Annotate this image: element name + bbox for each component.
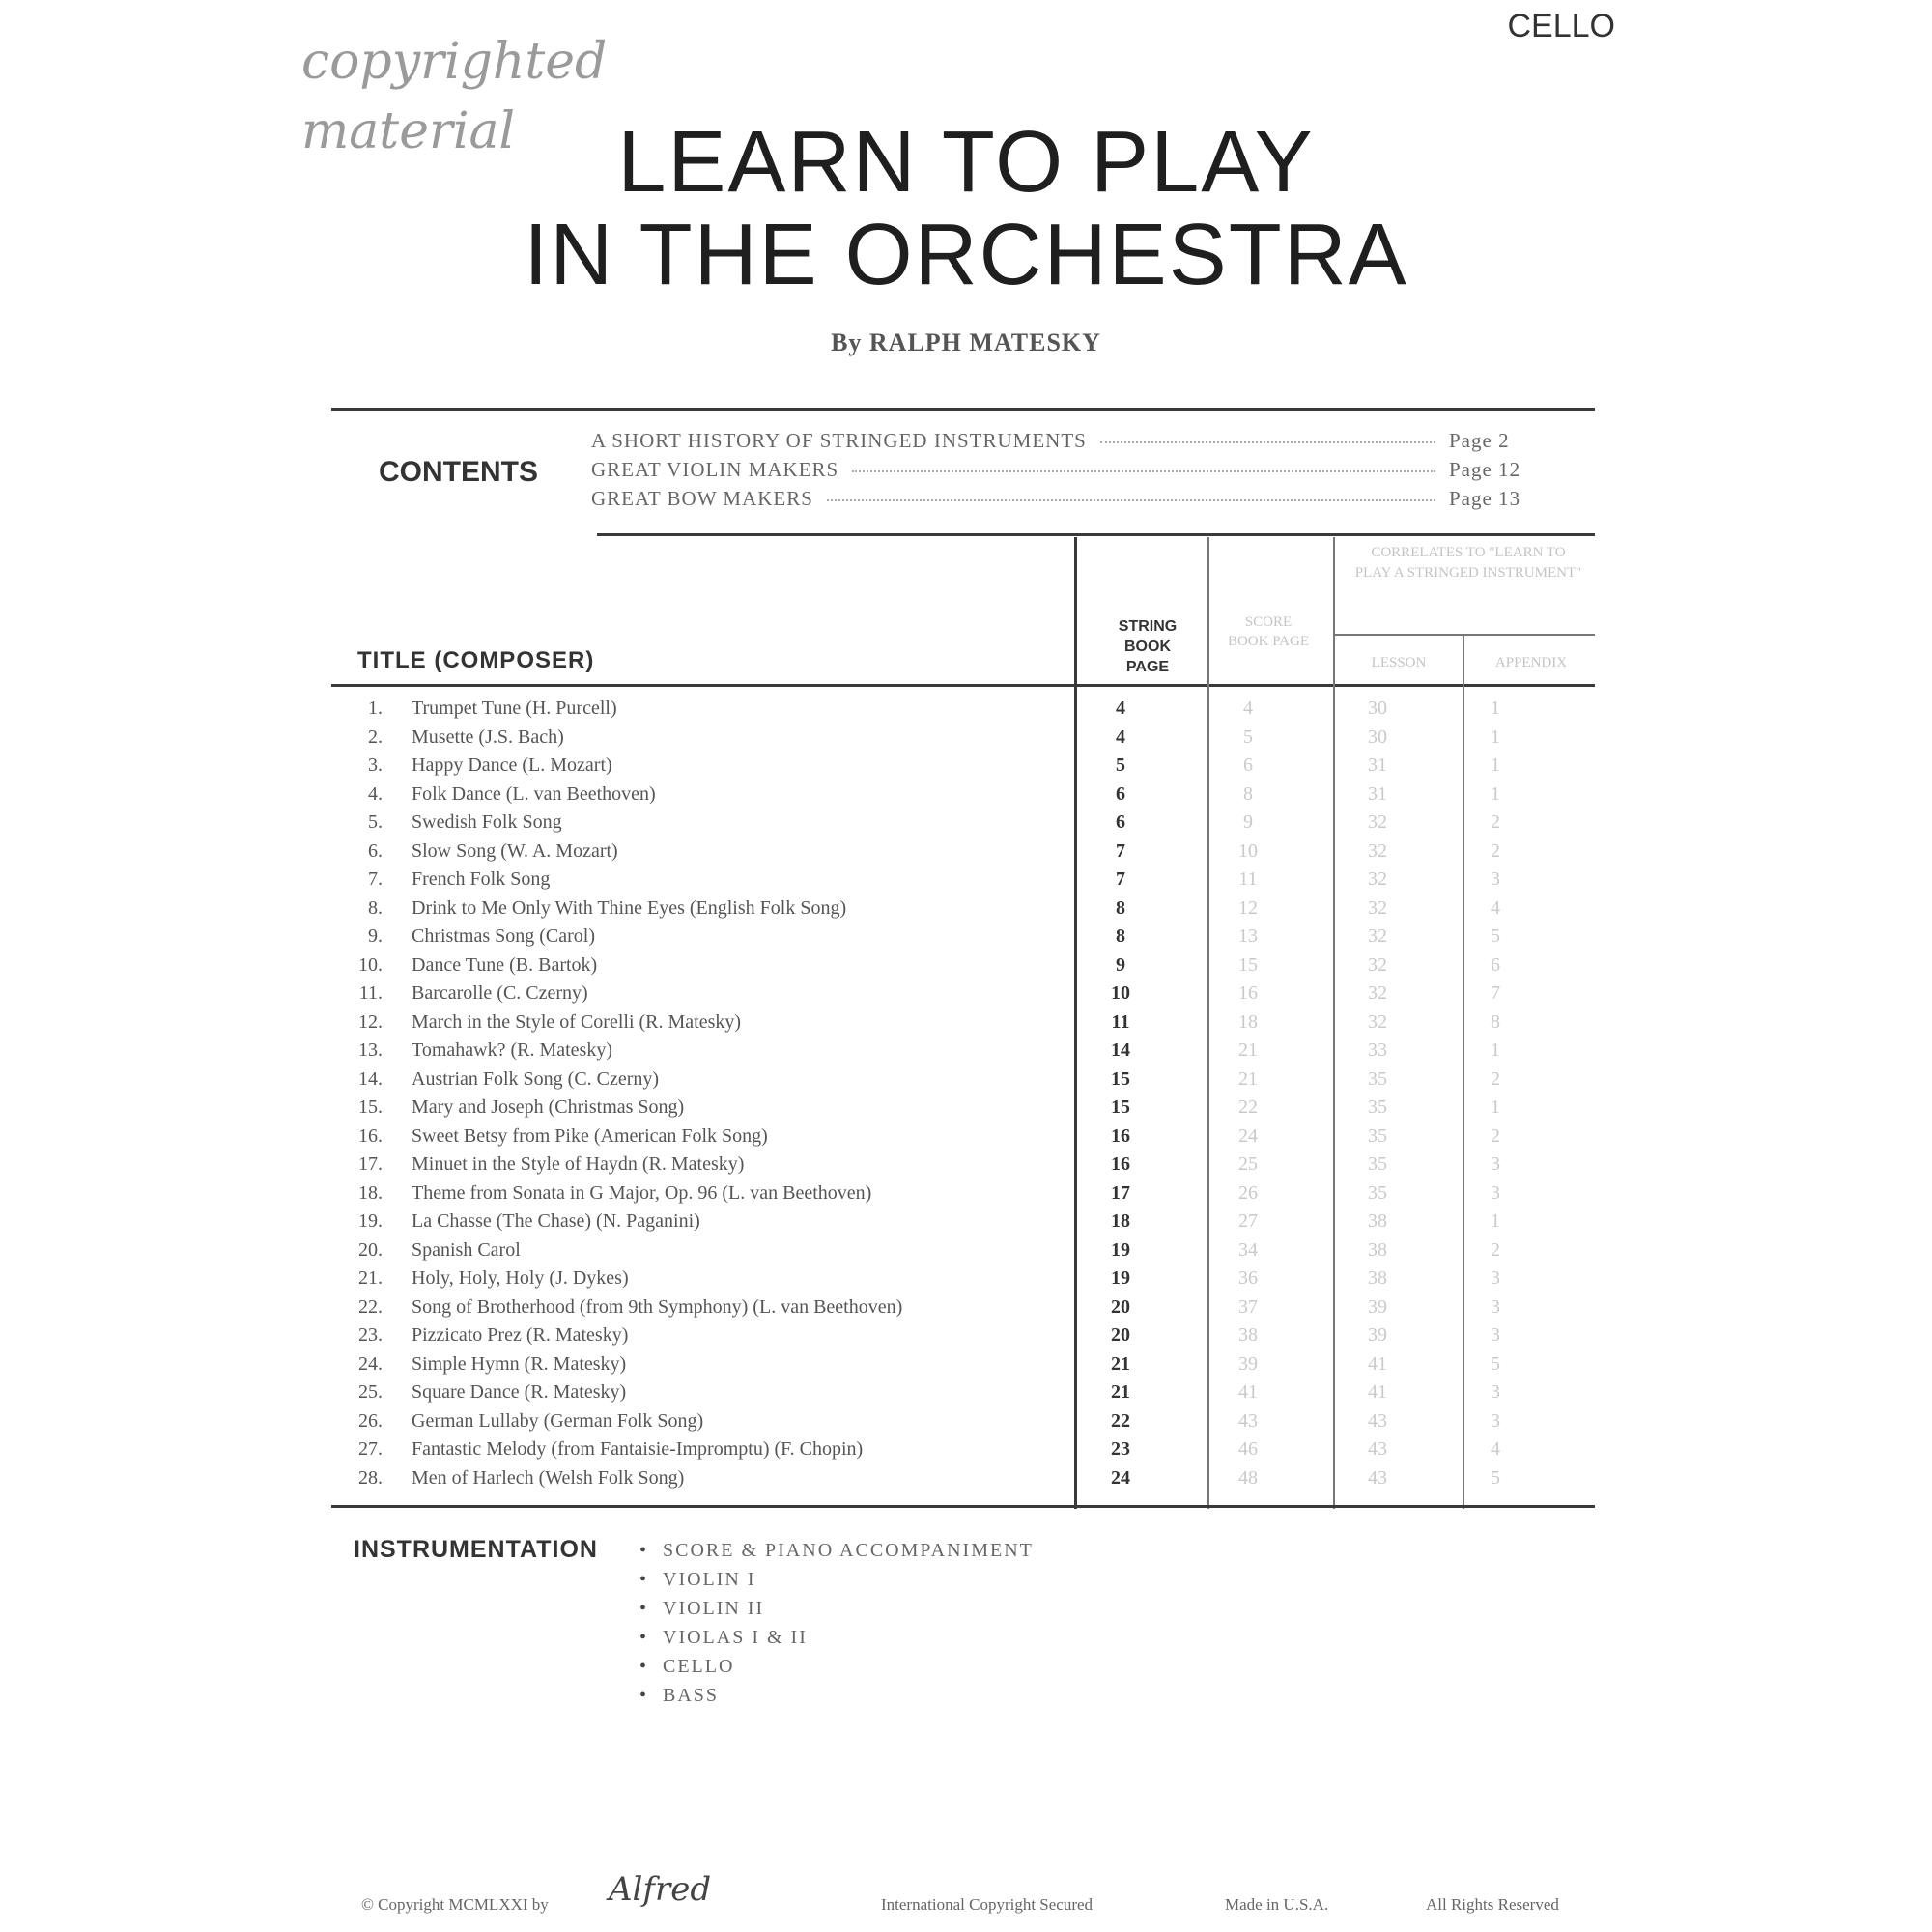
row-number: 3. [368, 754, 383, 776]
row-string-book-page: 7 [1116, 868, 1125, 890]
row-string-book-page: 18 [1111, 1210, 1130, 1232]
row-number: 4. [368, 782, 383, 805]
instrumentation-heading: INSTRUMENTATION [354, 1536, 598, 1563]
row-lesson: 38 [1368, 1238, 1387, 1261]
row-string-book-page: 15 [1111, 1096, 1130, 1118]
row-title: Square Dance (R. Matesky) [412, 1381, 627, 1403]
row-lesson: 31 [1368, 754, 1387, 776]
row-string-book-page: 19 [1111, 1267, 1130, 1289]
table-row [348, 726, 1594, 754]
row-appendix: 2 [1491, 1238, 1500, 1261]
row-number: 9. [368, 925, 383, 947]
row-score-page: 5 [1243, 725, 1253, 748]
row-string-book-page: 4 [1116, 725, 1125, 748]
leader-dots [852, 470, 1435, 472]
bullet-icon: • [639, 1598, 649, 1619]
row-lesson: 39 [1368, 1295, 1387, 1318]
instrumentation-item [639, 1565, 1034, 1594]
contents-item-label: GREAT BOW MAKERS [591, 487, 813, 510]
instrumentation-item [639, 1623, 1034, 1652]
row-appendix: 4 [1491, 1438, 1500, 1460]
divider-contents [597, 533, 1595, 536]
table-row [348, 868, 1594, 896]
row-appendix: 2 [1491, 1124, 1500, 1147]
table-bottom-rule [331, 1505, 1595, 1508]
appendix-header: APPENDIX [1494, 655, 1568, 670]
row-number: 28. [358, 1466, 383, 1489]
publisher-logo: Alfred [609, 1870, 712, 1909]
watermark-line1: copyrighted [301, 33, 608, 91]
correlates-rule [1335, 634, 1595, 636]
row-title: Happy Dance (L. Mozart) [412, 754, 612, 776]
lesson-header: LESSON [1371, 655, 1427, 670]
row-lesson: 38 [1368, 1267, 1387, 1289]
row-score-page: 21 [1238, 1067, 1258, 1090]
row-lesson: 32 [1368, 868, 1387, 890]
row-number: 6. [368, 839, 383, 862]
row-appendix: 1 [1491, 725, 1500, 748]
table-row [348, 1039, 1594, 1067]
row-number: 7. [368, 868, 383, 890]
row-appendix: 6 [1491, 953, 1500, 976]
table-row [348, 1210, 1594, 1238]
byline: By RALPH MATESKY [831, 328, 1101, 356]
row-score-page: 8 [1243, 782, 1253, 805]
row-appendix: 2 [1491, 811, 1500, 833]
row-string-book-page: 8 [1116, 925, 1125, 947]
row-appendix: 5 [1491, 1352, 1500, 1375]
row-score-page: 26 [1238, 1181, 1258, 1204]
row-string-book-page: 24 [1111, 1466, 1130, 1489]
row-score-page: 10 [1238, 839, 1258, 862]
row-appendix: 3 [1491, 1381, 1500, 1403]
row-number: 5. [368, 811, 383, 833]
row-lesson: 35 [1368, 1181, 1387, 1204]
contents-item-label: A SHORT HISTORY OF STRINGED INSTRUMENTS [591, 429, 1087, 452]
row-lesson: 30 [1368, 697, 1387, 719]
row-lesson: 38 [1368, 1210, 1387, 1232]
row-number: 13. [358, 1039, 383, 1061]
row-title: La Chasse (The Chase) (N. Paganini) [412, 1210, 700, 1232]
row-appendix: 1 [1491, 1210, 1500, 1232]
row-title: Sweet Betsy from Pike (American Folk Song) [412, 1124, 768, 1147]
row-string-book-page: 23 [1111, 1438, 1130, 1460]
row-lesson: 32 [1368, 811, 1387, 833]
row-score-page: 9 [1243, 811, 1253, 833]
row-lesson: 43 [1368, 1438, 1387, 1460]
row-string-book-page: 9 [1116, 953, 1125, 976]
row-score-page: 4 [1243, 697, 1253, 719]
table-header-rule [331, 684, 1595, 687]
bullet-icon: • [639, 1569, 649, 1590]
row-number: 12. [358, 1010, 383, 1033]
row-number: 8. [368, 896, 383, 919]
row-title: Tomahawk? (R. Matesky) [412, 1039, 612, 1061]
instrumentation-item-label: CELLO [663, 1656, 735, 1677]
row-lesson: 32 [1368, 982, 1387, 1004]
row-title: Holy, Holy, Holy (J. Dykes) [412, 1267, 629, 1289]
row-score-page: 16 [1238, 982, 1258, 1004]
row-lesson: 32 [1368, 1010, 1387, 1033]
row-number: 21. [358, 1267, 383, 1289]
table-row [348, 897, 1594, 925]
correlates-header: CORRELATES TO "LEARN TO PLAY A STRINGED INSTRUMENT" [1354, 545, 1582, 581]
row-score-page: 46 [1238, 1438, 1258, 1460]
row-string-book-page: 4 [1116, 697, 1125, 719]
row-number: 14. [358, 1067, 383, 1090]
table-row [348, 1467, 1594, 1495]
row-title: Folk Dance (L. van Beethoven) [412, 782, 656, 805]
bullet-icon: • [639, 1627, 649, 1648]
row-string-book-page: 16 [1111, 1153, 1130, 1175]
row-lesson: 32 [1368, 953, 1387, 976]
row-number: 1. [368, 697, 383, 719]
row-string-book-page: 20 [1111, 1295, 1130, 1318]
row-lesson: 33 [1368, 1039, 1387, 1061]
row-title: Dance Tune (B. Bartok) [412, 953, 598, 976]
table-row [348, 1296, 1594, 1324]
row-lesson: 43 [1368, 1466, 1387, 1489]
row-score-page: 25 [1238, 1153, 1258, 1175]
row-string-book-page: 11 [1111, 1010, 1130, 1033]
row-score-page: 36 [1238, 1267, 1258, 1289]
row-score-page: 18 [1238, 1010, 1258, 1033]
title-line1: LEARN TO PLAY [617, 114, 1315, 211]
leader-dots [827, 499, 1435, 501]
row-score-page: 12 [1238, 896, 1258, 919]
row-number: 20. [358, 1238, 383, 1261]
row-score-page: 22 [1238, 1096, 1258, 1118]
instrumentation-item [639, 1681, 1034, 1710]
row-appendix: 7 [1491, 982, 1500, 1004]
string-book-page-header: STRING BOOK PAGE [1118, 618, 1178, 675]
contents-item-page: Page 12 [1449, 458, 1521, 481]
row-title: Swedish Folk Song [412, 811, 562, 833]
table-row [348, 754, 1594, 782]
contents-item [591, 458, 1528, 487]
table-row [348, 1438, 1594, 1466]
row-appendix: 5 [1491, 1466, 1500, 1489]
row-title: Theme from Sonata in G Major, Op. 96 (L. van Beethoven) [412, 1181, 872, 1204]
row-title: Musette (J.S. Bach) [412, 725, 564, 748]
row-title: March in the Style of Corelli (R. Matesky) [412, 1010, 742, 1033]
table-row [348, 1096, 1594, 1124]
row-score-page: 34 [1238, 1238, 1258, 1261]
row-score-page: 15 [1238, 953, 1258, 976]
made-in-usa: Made in U.S.A. [1225, 1895, 1329, 1914]
table-row [348, 1324, 1594, 1352]
row-string-book-page: 16 [1111, 1124, 1130, 1147]
contents-item-page: Page 13 [1449, 487, 1521, 510]
table-row [348, 840, 1594, 868]
instrumentation-item-label: VIOLIN II [663, 1598, 765, 1619]
contents-heading: CONTENTS [379, 456, 538, 488]
title-column-header: TITLE (COMPOSER) [357, 647, 595, 673]
instrumentation-item-label: BASS [663, 1685, 720, 1706]
leader-dots [1100, 441, 1435, 443]
row-number: 15. [358, 1096, 383, 1118]
row-score-page: 37 [1238, 1295, 1258, 1318]
row-number: 22. [358, 1295, 383, 1318]
row-score-page: 6 [1243, 754, 1253, 776]
row-title: Pizzicato Prez (R. Matesky) [412, 1324, 629, 1346]
bullet-icon: • [639, 1540, 649, 1561]
title-line2: IN THE ORCHESTRA [524, 207, 1408, 303]
row-string-book-page: 6 [1116, 811, 1125, 833]
row-string-book-page: 20 [1111, 1324, 1130, 1346]
instrument-label: CELLO [1507, 8, 1615, 44]
row-title: Fantastic Melody (from Fantaisie-Impromptu) (F. Chopin) [412, 1438, 864, 1460]
watermark-line2: material [301, 102, 516, 160]
row-appendix: 2 [1491, 839, 1500, 862]
table-row [348, 1182, 1594, 1210]
row-appendix: 2 [1491, 1067, 1500, 1090]
row-appendix: 3 [1491, 1324, 1500, 1346]
copyright-secured: International Copyright Secured [881, 1895, 1094, 1914]
row-appendix: 1 [1491, 1096, 1500, 1118]
table-row [348, 1153, 1594, 1181]
row-lesson: 35 [1368, 1153, 1387, 1175]
row-lesson: 35 [1368, 1067, 1387, 1090]
row-score-page: 13 [1238, 925, 1258, 947]
row-appendix: 3 [1491, 1267, 1500, 1289]
row-lesson: 30 [1368, 725, 1387, 748]
contents-item-page: Page 2 [1449, 429, 1510, 452]
row-string-book-page: 14 [1111, 1039, 1130, 1061]
row-title: German Lullaby (German Folk Song) [412, 1409, 704, 1432]
row-string-book-page: 19 [1111, 1238, 1130, 1261]
row-title: Christmas Song (Carol) [412, 925, 595, 947]
row-string-book-page: 15 [1111, 1067, 1130, 1090]
rights-reserved: All Rights Reserved [1426, 1895, 1559, 1914]
row-string-book-page: 10 [1111, 982, 1130, 1004]
row-score-page: 21 [1238, 1039, 1258, 1061]
row-title: Men of Harlech (Welsh Folk Song) [412, 1466, 685, 1489]
row-lesson: 35 [1368, 1124, 1387, 1147]
row-appendix: 3 [1491, 868, 1500, 890]
row-number: 24. [358, 1352, 383, 1375]
row-title: Austrian Folk Song (C. Czerny) [412, 1067, 660, 1090]
row-appendix: 8 [1491, 1010, 1500, 1033]
row-score-page: 39 [1238, 1352, 1258, 1375]
row-title: Spanish Carol [412, 1238, 521, 1261]
row-number: 2. [368, 725, 383, 748]
score-book-page-header: SCORE BOOK PAGE [1227, 614, 1310, 649]
bullet-icon: • [639, 1656, 649, 1677]
table-row [348, 1125, 1594, 1153]
row-lesson: 31 [1368, 782, 1387, 805]
row-string-book-page: 7 [1116, 839, 1125, 862]
row-appendix: 1 [1491, 1039, 1500, 1061]
contents-item [591, 487, 1528, 516]
row-score-page: 48 [1238, 1466, 1258, 1489]
row-appendix: 3 [1491, 1181, 1500, 1204]
row-title: Slow Song (W. A. Mozart) [412, 839, 618, 862]
row-appendix: 3 [1491, 1409, 1500, 1432]
row-number: 25. [358, 1381, 383, 1403]
row-title: Barcarolle (C. Czerny) [412, 982, 588, 1004]
table-row [348, 982, 1594, 1010]
row-score-page: 43 [1238, 1409, 1258, 1432]
row-lesson: 32 [1368, 925, 1387, 947]
instrumentation-list [639, 1536, 1034, 1710]
row-number: 17. [358, 1153, 383, 1175]
row-title: French Folk Song [412, 868, 551, 890]
contents-item-label: GREAT VIOLIN MAKERS [591, 458, 839, 481]
row-number: 10. [358, 953, 383, 976]
row-title: Trumpet Tune (H. Purcell) [412, 697, 617, 719]
row-score-page: 38 [1238, 1324, 1258, 1346]
row-string-book-page: 22 [1111, 1409, 1130, 1432]
instrumentation-item-label: SCORE & PIANO ACCOMPANIMENT [663, 1540, 1034, 1561]
table-row [348, 697, 1594, 725]
table-row [348, 954, 1594, 982]
row-string-book-page: 21 [1111, 1352, 1130, 1375]
row-appendix: 1 [1491, 782, 1500, 805]
row-score-page: 11 [1238, 868, 1258, 890]
table-row [348, 1381, 1594, 1409]
row-score-page: 41 [1238, 1381, 1258, 1403]
row-appendix: 1 [1491, 754, 1500, 776]
table-row [348, 1410, 1594, 1438]
row-appendix: 5 [1491, 925, 1500, 947]
row-string-book-page: 8 [1116, 896, 1125, 919]
table-row [348, 783, 1594, 811]
instrumentation-item [639, 1652, 1034, 1681]
table-row [348, 1011, 1594, 1039]
row-number: 26. [358, 1409, 383, 1432]
row-lesson: 32 [1368, 896, 1387, 919]
row-title: Drink to Me Only With Thine Eyes (English Folk Song) [412, 896, 847, 919]
row-number: 19. [358, 1210, 383, 1232]
instrumentation-item [639, 1594, 1034, 1623]
row-string-book-page: 17 [1111, 1181, 1130, 1204]
row-lesson: 41 [1368, 1381, 1387, 1403]
row-lesson: 39 [1368, 1324, 1387, 1346]
row-score-page: 24 [1238, 1124, 1258, 1147]
instrumentation-item [639, 1536, 1034, 1565]
row-number: 11. [358, 982, 383, 1004]
row-title: Simple Hymn (R. Matesky) [412, 1352, 627, 1375]
row-string-book-page: 21 [1111, 1381, 1130, 1403]
row-number: 27. [358, 1438, 383, 1460]
copyright-text: © Copyright MCMLXXI by [361, 1895, 549, 1914]
table-row [348, 1353, 1594, 1381]
instrumentation-item-label: VIOLIN I [663, 1569, 756, 1590]
table-row [348, 811, 1594, 839]
row-number: 23. [358, 1324, 383, 1346]
row-score-page: 27 [1238, 1210, 1258, 1232]
table-row [348, 925, 1594, 953]
row-appendix: 3 [1491, 1153, 1500, 1175]
row-number: 16. [358, 1124, 383, 1147]
table-row [348, 1267, 1594, 1295]
row-appendix: 4 [1491, 896, 1500, 919]
row-lesson: 43 [1368, 1409, 1387, 1432]
row-lesson: 41 [1368, 1352, 1387, 1375]
row-title: Minuet in the Style of Haydn (R. Matesky) [412, 1153, 745, 1175]
table-row [348, 1068, 1594, 1096]
row-number: 18. [358, 1181, 383, 1204]
table-row [348, 1239, 1594, 1267]
contents-item [591, 429, 1528, 458]
row-string-book-page: 6 [1116, 782, 1125, 805]
row-lesson: 35 [1368, 1096, 1387, 1118]
row-title: Song of Brotherhood (from 9th Symphony) (L. van Beethoven) [412, 1295, 903, 1318]
instrumentation-item-label: VIOLAS I & II [663, 1627, 808, 1648]
bullet-icon: • [639, 1685, 649, 1706]
divider-top [331, 408, 1595, 411]
row-string-book-page: 5 [1116, 754, 1125, 776]
row-lesson: 32 [1368, 839, 1387, 862]
row-title: Mary and Joseph (Christmas Song) [412, 1096, 685, 1118]
row-appendix: 3 [1491, 1295, 1500, 1318]
row-appendix: 1 [1491, 697, 1500, 719]
